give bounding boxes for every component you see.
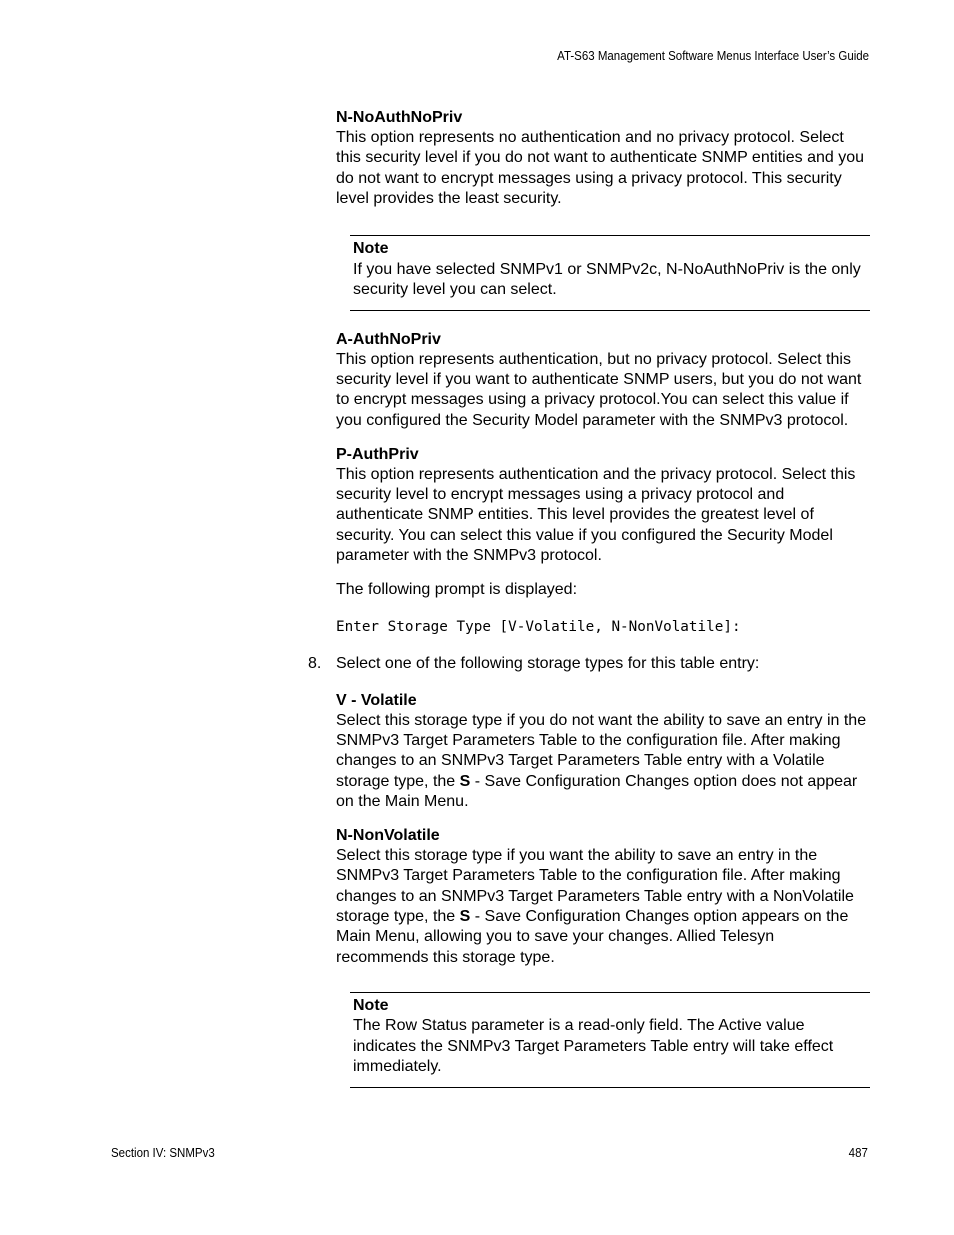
prompt-intro: The following prompt is displayed: <box>336 581 578 599</box>
note-title: Note <box>353 240 389 258</box>
option-term: A-AuthNoPriv <box>336 330 441 348</box>
step-8 <box>308 654 870 674</box>
step-text: Select one of the following storage types for this table entry: <box>336 654 760 672</box>
option-nonvolatile <box>336 826 870 968</box>
footer-section: Section IV: SNMPv3 <box>111 1146 215 1160</box>
option-authnopriv <box>336 330 870 431</box>
option-description: This option represents authentication and the privacy protocol. Select this security level to encrypt messages using a privacy protocol and authenticate SNMP entities. This level provides the greatest level of security. You can select this value if you configured the Security Model parameter with the SNMPv3 protocol. <box>336 465 856 565</box>
option-description: This option represents no authentication and no privacy protocol. Select this security level if you do not want to authenticate SNMP entities and you do not want to encrypt messages using a privacy protocol. This security level provides the least security. <box>336 129 864 207</box>
main-content <box>308 108 870 1088</box>
option-noauthnopriv <box>336 108 870 209</box>
option-authpriv <box>336 445 870 566</box>
option-term: V - Volatile <box>336 691 417 709</box>
option-description: Select this storage type if you want the ability to save an entry in the SNMPv3 Target Parameters Table to the configuration file. After making changes to an SNMPv3 Target Parameters Table entry with a NonVolatile storage type, the S - Save Configuration Changes option appears on the Main Menu, allowing you to save your changes. Allied Telesyn recommends this storage type. <box>336 847 854 966</box>
note-title: Note <box>353 996 389 1014</box>
option-term: N-NonVolatile <box>336 827 440 845</box>
note-box <box>350 992 870 1088</box>
option-term: N-NoAuthNoPriv <box>336 109 463 126</box>
bold-s: S <box>459 908 471 926</box>
bold-s: S <box>459 772 471 790</box>
option-term: P-AuthPriv <box>336 445 419 463</box>
option-volatile <box>336 691 870 812</box>
option-description: Select this storage type if you do not want the ability to save an entry in the SNMPv3 Target Parameters Table to the configuration file. After making changes to an SNMPv3 Target Parameters Table entry with a Volatile storage type, the S - Save Configuration Changes option does not appear on the Main Menu. <box>336 711 867 810</box>
step-number: 8. <box>308 654 322 672</box>
note-text: The Row Status parameter is a read-only field. The Active value indicates the SNMPv3 Target Parameters Table entry will take effect immediately. <box>353 1017 834 1076</box>
note-text: If you have selected SNMPv1 or SNMPv2c, N-NoAuthNoPriv is the only security level you can select. <box>353 260 861 299</box>
running-header: AT-S63 Management Software Menus Interface User’s Guide <box>557 49 869 63</box>
note-box <box>350 235 870 311</box>
prompt-code: Enter Storage Type [V-Volatile, N-NonVolatile]: <box>336 618 741 635</box>
option-description: This option represents authentication, but no privacy protocol. Select this security level if you want to authenticate SNMP users, but you do not want to encrypt messages using a privacy protocol.You can select this value if you configured the Security Model parameter with the SNMPv3 protocol. <box>336 350 862 429</box>
page-number: 487 <box>848 1146 868 1160</box>
